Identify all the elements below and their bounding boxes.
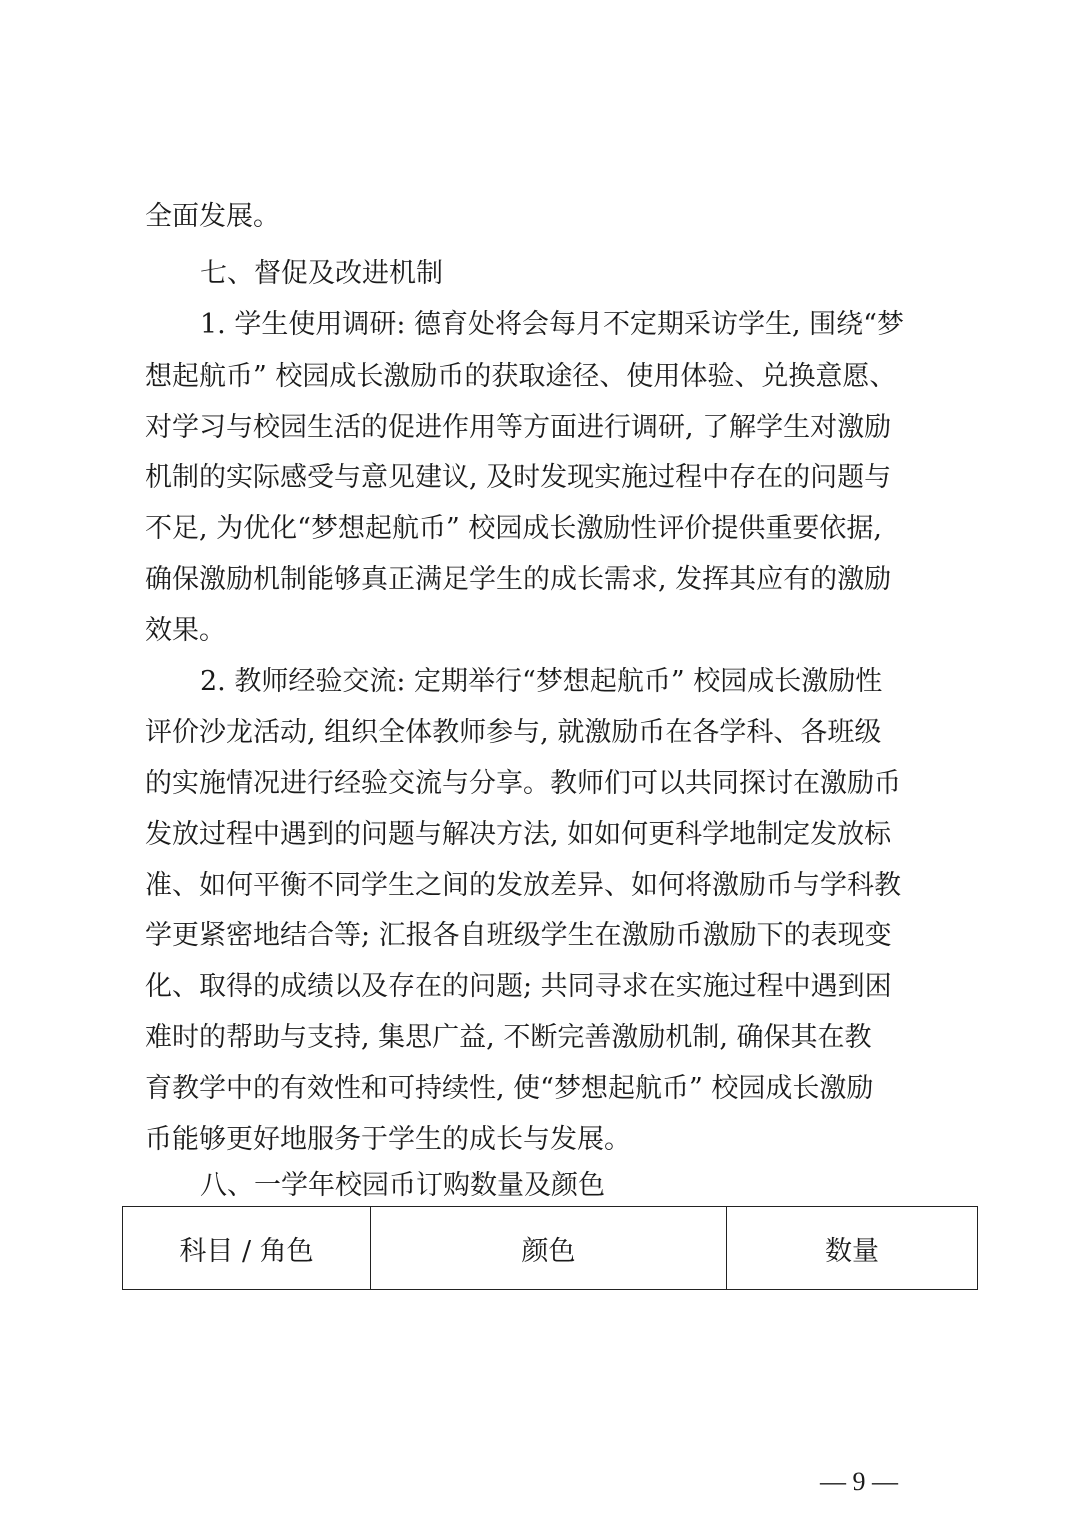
header-subject-role: 科目 / 角色	[123, 1207, 371, 1290]
paragraph-line: 的实施情况进行经验交流与分享。教师们可以共同探讨在激励币	[145, 768, 901, 799]
paragraph-line: 想起航币” 校园成长激励币的获取途径、使用体验、兑换意愿、	[145, 361, 897, 392]
paragraph-line: 确保激励机制能够真正满足学生的成长需求, 发挥其应有的激励	[145, 564, 892, 595]
header-color: 颜色	[371, 1207, 727, 1290]
section-heading-8: 八、一学年校园币订购数量及颜色	[200, 1170, 605, 1201]
paragraph-line: 全面发展。	[145, 201, 280, 232]
paragraph-line: 不足, 为优化“梦想起航币” 校园成长激励性评价提供重要依据,	[145, 513, 882, 544]
paragraph-line: 难时的帮助与支持, 集思广益, 不断完善激励机制, 确保其在教	[145, 1022, 872, 1053]
page-number: — 9 —	[820, 1467, 898, 1496]
paragraph-line: 币能够更好地服务于学生的成长与发展。	[145, 1124, 631, 1155]
paragraph-line: 育教学中的有效性和可持续性, 使“梦想起航币” 校园成长激励	[145, 1073, 874, 1104]
paragraph-line: 准、如何平衡不同学生之间的发放差异、如何将激励币与学科教	[145, 870, 901, 901]
table-header-row	[123, 1207, 978, 1290]
paragraph-line: 对学习与校园生活的促进作用等方面进行调研, 了解学生对激励	[145, 412, 892, 443]
paragraph-line: 效果。	[145, 615, 226, 646]
paragraph-line: 学更紧密地结合等; 汇报各自班级学生在激励币激励下的表现变	[145, 920, 892, 951]
paragraph-line: 发放过程中遇到的问题与解决方法, 如如何更科学地制定发放标	[145, 819, 892, 850]
paragraph-line: 化、取得的成绩以及存在的问题; 共同寻求在实施过程中遇到困	[145, 971, 892, 1002]
paragraph-line: 评价沙龙活动, 组织全体教师参与, 就激励币在各学科、各班级	[145, 717, 882, 748]
paragraph-line: 机制的实际感受与意见建议, 及时发现实施过程中存在的问题与	[145, 462, 892, 493]
section-heading-7: 七、督促及改进机制	[200, 258, 443, 289]
coin-order-table	[122, 1206, 978, 1290]
paragraph-line: 1. 学生使用调研: 德育处将会每月不定期采访学生, 围绕“梦	[200, 309, 904, 340]
header-quantity: 数量	[727, 1207, 978, 1290]
paragraph-line: 2. 教师经验交流: 定期举行“梦想起航币” 校园成长激励性	[200, 666, 883, 697]
